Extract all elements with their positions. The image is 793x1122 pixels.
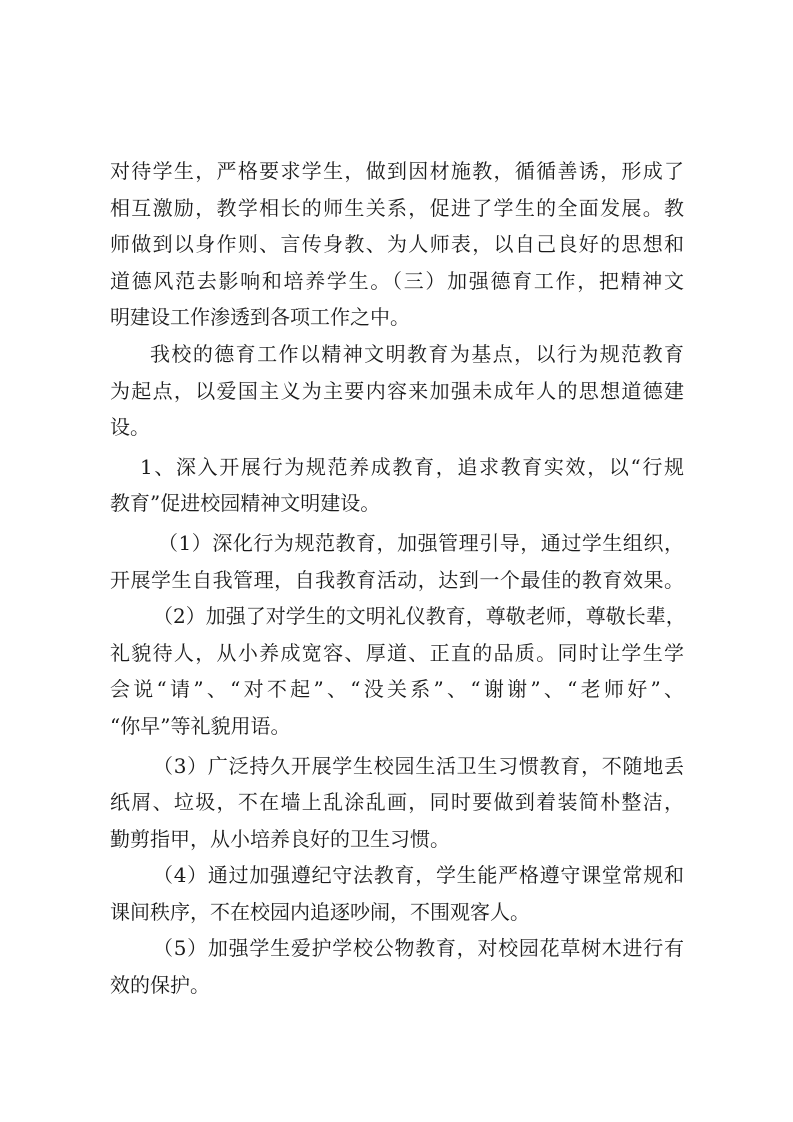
text-line: 设。 [110, 415, 150, 440]
text-line: 课间秩序，不在校园内追逐吵闹，不围观客人。 [110, 899, 530, 924]
text-line: 1、深入开展行为规范养成教育，追求教育实效，以“行规 [140, 454, 684, 479]
text-line: 会说“请”、“对不起”、“没关系”、“谢谢”、“老师好”、 [110, 677, 684, 702]
text-line: （3）广泛持久开展学生校园生活卫生习惯教育，不随地丢 [153, 753, 684, 778]
text-line: 明建设工作渗透到各项工作之中。 [110, 305, 410, 330]
text-line: 相互激励，教学相长的师生关系，促进了学生的全面发展。教 [110, 195, 684, 220]
document-body [110, 153, 684, 1004]
text-line: （2）加强了对学生的文明礼仪教育，尊敬老师，尊敬长辈， [153, 604, 686, 629]
text-line: 道德风范去影响和培养学生。（三）加强德育工作，把精神文 [110, 268, 684, 293]
text-line: 对待学生，严格要求学生，做到因材施教，循循善诱，形成了 [110, 159, 684, 183]
text-line: 师做到以身作则、言传身教、为人师表，以自己良好的思想和 [110, 232, 684, 257]
text-line: （1）深化行为规范教育，加强管理引导，通过学生组织， [158, 530, 684, 555]
text-line: 为起点，以爱国主义为主要内容来加强未成年人的思想道德建 [110, 378, 684, 403]
text-line: 开展学生自我管理，自我教育活动，达到一个最佳的教育效果。 [110, 567, 684, 592]
text-line: 教育”促进校园精神文明建设。 [110, 491, 381, 516]
text-line: “你早”等礼貌用语。 [110, 713, 291, 738]
text-line: 纸屑、垃圾，不在墙上乱涂乱画，同时要做到着装简朴整洁， [110, 790, 684, 815]
text-line: 勤剪指甲，从小培养良好的卫生习惯。 [110, 826, 450, 851]
text-line: 我校的德育工作以精神文明教育为基点，以行为规范教育 [150, 341, 684, 366]
text-line: 礼貌待人，从小养成宽容、厚道、正直的品质。同时让学生学 [110, 640, 684, 665]
text-line: （5）加强学生爱护学校公物教育，对校园花草树木进行有 [153, 936, 684, 961]
text-line: 效的保护。 [110, 973, 210, 998]
text-line: （4）通过加强遵纪守法教育，学生能严格遵守课堂常规和 [153, 863, 684, 888]
